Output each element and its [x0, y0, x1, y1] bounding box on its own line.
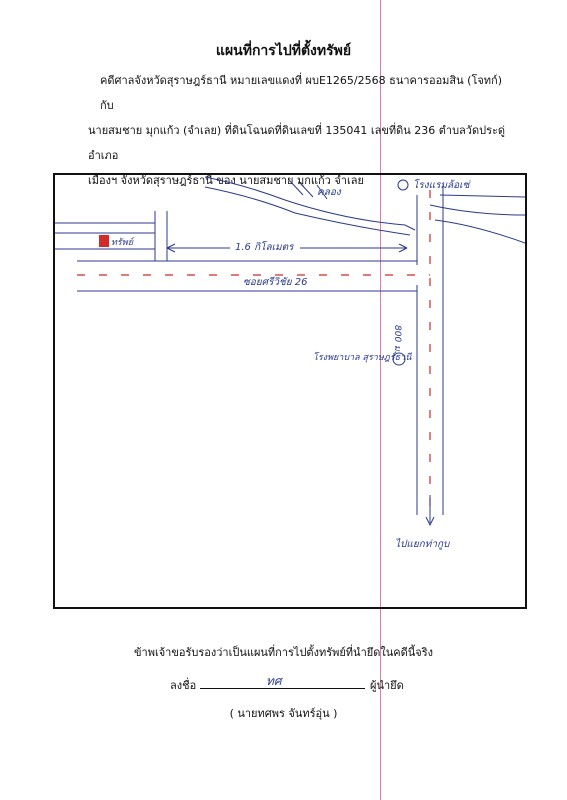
canal-line-2: [205, 187, 410, 235]
hospital-label: โรงพยาบาล สุราษฎร์ธานี: [313, 353, 412, 363]
page-title: แผนที่การไปที่ตั้งทรัพย์: [215, 43, 352, 59]
side-distance-label: 800 ม.: [392, 325, 402, 354]
case-line-1: คดีศาลจังหวัดสุราษฎร์ธานี หมายเลขแดงที่ ผบE1265/2568 ธนาคารออมสิน (โจทก์) กับ: [100, 74, 502, 112]
canal-line-3: [430, 205, 525, 215]
sign-label: ลงชื่อ: [170, 679, 197, 692]
signer-role: ผู้นำยึด: [370, 679, 404, 692]
canal-line-1: [205, 177, 415, 230]
canal-line-5: [440, 195, 525, 197]
distance-label: 1.6 กิโลเมตร: [235, 242, 294, 253]
certify-text: ข้าพเจ้าขอรับรองว่าเป็นแผนที่การไปตั้งทรัพย์ที่นำยึดในคดีนี้จริง: [134, 646, 433, 659]
hotel-marker-icon: [398, 180, 408, 190]
signature-line: [200, 688, 365, 689]
canal-label: คลอง: [317, 187, 341, 198]
direction-label: ไปแยกท่ากูบ: [395, 539, 450, 550]
property-label: ทรัพย์: [111, 238, 133, 248]
canal-line-4: [435, 220, 525, 243]
case-line-2: นายสมชาย มุกแก้ว (จำเลย) ที่ดินโฉนดที่ดินเลขที่ 135041 เลขที่ดิน 236 ตำบลวัดประดู่ อำเภอ: [88, 124, 506, 162]
signer-name: ( นายทศพร จันทร์อุ่น ): [229, 707, 338, 720]
hotel-label: โรงแรมล้อเซ่: [413, 180, 470, 191]
location-map: [53, 173, 527, 609]
soi-label: ซอยศรีวิชัย 26: [243, 277, 308, 288]
property-marker-icon: [99, 235, 109, 247]
map-drawing: [55, 175, 525, 607]
case-line-3: เมืองฯ จังหวัดสุราษฎร์ธานี ของ นายสมชาย มุกแก้ว จำเลย: [88, 174, 364, 187]
signature: ทศ: [266, 674, 282, 688]
